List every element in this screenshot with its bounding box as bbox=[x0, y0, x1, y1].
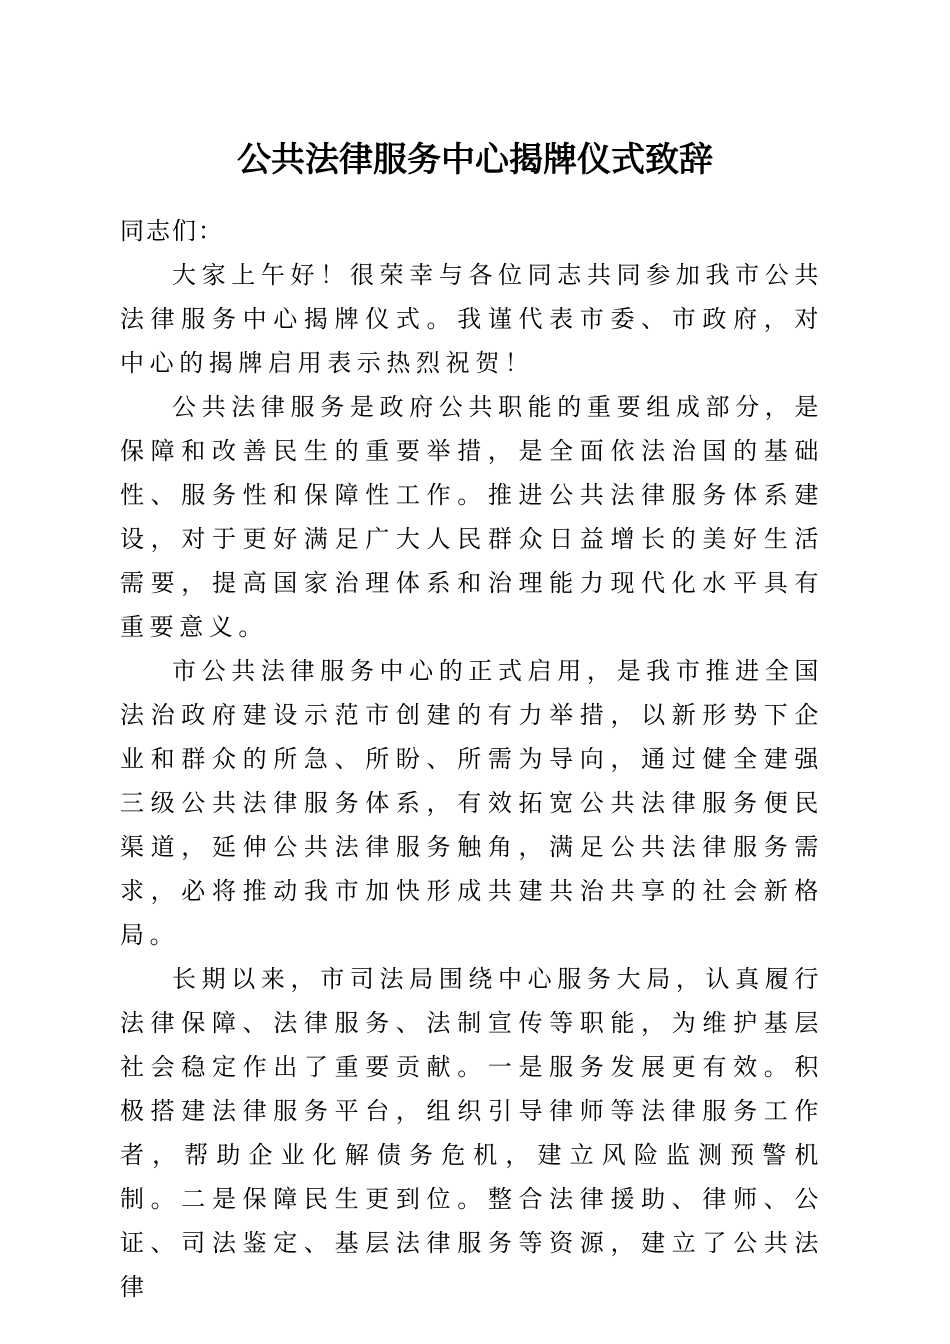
paragraph-achievements: 长期以来，市司法局围绕中心服务大局，认真履行法律保障、法律服务、法制宣传等职能，为维护基层社会稳定作出了重要贡献。一是服务发展更有效。积极搭建法律服务平台，组织引导律师等法律服务工作者，帮助企业化解债务危机，建立风险监测预警机制。二是保障民生更到位。整合法律援助、律师、公证、司法鉴定、基层法律服务等资源，建立了公共法律 bbox=[120, 965, 824, 1301]
paragraph-significance: 公共法律服务是政府公共职能的重要组成部分，是保障和改善民生的重要举措，是全面依法治国的基础性、服务性和保障性工作。推进公共法律服务体系建设，对于更好满足广大人民群众日益增长的美好生活需要，提高国家治理体系和治理能力现代化水平具有重要意义。 bbox=[120, 393, 824, 641]
salutation: 同志们： bbox=[120, 217, 224, 245]
document-body bbox=[120, 209, 824, 1309]
document-title: 公共法律服务中心揭牌仪式致辞 bbox=[237, 140, 713, 180]
paragraph-greeting: 大家上午好！很荣幸与各位同志共同参加我市公共法律服务中心揭牌仪式。我谨代表市委、市政府，对中心的揭牌启用表示热烈祝贺！ bbox=[120, 261, 824, 377]
paragraph-center-launch: 市公共法律服务中心的正式启用，是我市推进全国法治政府建设示范市创建的有力举措，以新形势下企业和群众的所急、所盼、所需为导向，通过健全建强三级公共法律服务体系，有效拓宽公共法律服务便民渠道，延伸公共法律服务触角，满足公共法律服务需求，必将推动我市加快形成共建共治共享的社会新格局。 bbox=[120, 657, 824, 949]
